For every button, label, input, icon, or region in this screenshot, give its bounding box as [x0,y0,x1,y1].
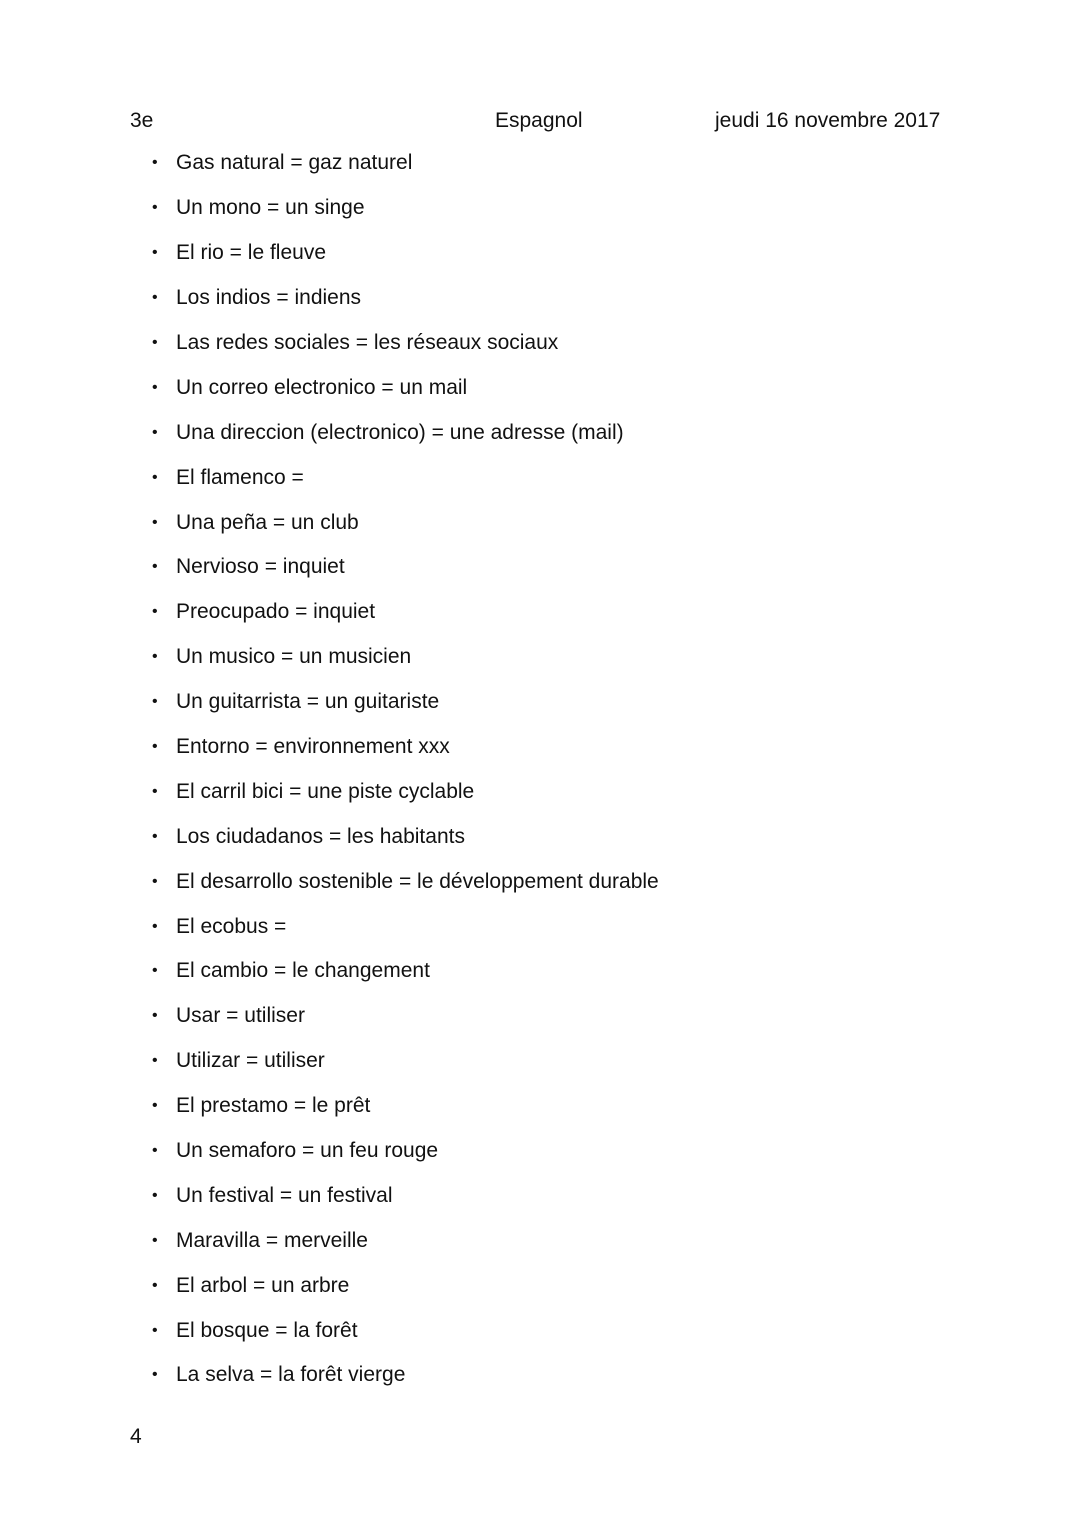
vocab-text: El bosque = la forêt [176,1318,358,1342]
vocab-item [150,1039,659,1084]
vocab-item [150,1084,659,1129]
vocab-item [150,1218,659,1263]
vocab-item [150,949,659,994]
vocab-item [150,1263,659,1308]
bullet-icon: • [152,648,158,666]
vocab-item [150,1353,659,1398]
vocab-item [150,545,659,590]
vocab-item [150,500,659,545]
vocab-text: Un correo electronico = un mail [176,375,468,399]
vocab-item [150,814,659,859]
class-level-label: 3e [130,109,154,132]
bullet-icon: • [152,1321,158,1339]
bullet-icon: • [152,1097,158,1115]
vocab-item [150,365,659,410]
bullet-icon: • [152,199,158,217]
vocab-item [150,590,659,635]
document-date: jeudi 16 novembre 2017 [715,109,941,132]
vocab-text: El ecobus = [176,914,287,938]
vocab-text: Gas natural = gaz naturel [176,151,413,175]
bullet-icon: • [152,782,158,800]
bullet-icon: • [152,1186,158,1204]
vocab-text: Usar = utiliser [176,1004,305,1028]
vocab-item [150,769,659,814]
vocabulary-list [150,141,659,1398]
vocab-item [150,635,659,680]
bullet-icon: • [152,154,158,172]
vocab-item [150,1173,659,1218]
vocab-text: Las redes sociales = les réseaux sociaux [176,331,559,354]
vocab-text: Un guitarrista = un guitariste [176,690,440,714]
page-number: 4 [130,1425,142,1448]
subject-title: Espagnol [495,109,583,132]
bullet-icon: • [152,468,158,486]
vocab-item [150,410,659,455]
vocab-text: El rio = le fleuve [176,241,326,265]
vocab-text: El cambio = le changement [176,959,430,983]
bullet-icon: • [152,1007,158,1025]
vocab-text: Los ciudadanos = les habitants [176,824,465,848]
vocab-text: La selva = la forêt vierge [176,1363,406,1387]
bullet-icon: • [152,872,158,890]
bullet-icon: • [152,244,158,262]
vocab-text: El arbol = un arbre [176,1273,350,1297]
vocab-text: Maravilla = merveille [176,1228,368,1252]
vocab-item [150,994,659,1039]
bullet-icon: • [152,1142,158,1160]
vocab-text: Una peña = un club [176,510,359,534]
vocab-text: Un festival = un festival [176,1183,393,1207]
vocab-text: Los indios = indiens [176,286,362,310]
vocab-item [150,904,659,949]
vocab-text: Preocupado = inquiet [176,600,376,624]
bullet-icon: • [152,558,158,576]
bullet-icon: • [152,423,158,441]
bullet-icon: • [152,1366,158,1384]
bullet-icon: • [152,1052,158,1070]
vocab-text: Utilizar = utiliser [176,1049,325,1073]
bullet-icon: • [152,917,158,935]
vocab-item [150,276,659,321]
vocab-text: Un semaforo = un feu rouge [176,1139,439,1163]
bullet-icon: • [152,1276,158,1294]
vocab-item [150,725,659,770]
vocab-text: Un mono = un singe [176,196,365,220]
bullet-icon: • [152,962,158,980]
vocab-item [150,141,659,186]
vocab-item [150,680,659,725]
bullet-icon: • [152,827,158,845]
vocab-text: El prestamo = le prêt [176,1094,371,1118]
vocab-item [150,231,659,276]
bullet-icon: • [152,289,158,307]
vocab-text: Entorno = environnement xxx [176,735,450,759]
vocab-text: Nervioso = inquiet [176,555,345,579]
vocab-item [150,1129,659,1174]
bullet-icon: • [152,693,158,711]
vocab-item [150,1308,659,1353]
vocab-text: El desarrollo sostenible = le développement durable [176,869,659,893]
vocab-text: El carril bici = une piste cyclable [176,779,475,803]
bullet-icon: • [152,334,158,351]
vocab-item [150,321,659,366]
bullet-icon: • [152,1231,158,1249]
vocab-text: El flamenco = [176,465,304,489]
bullet-icon: • [152,738,158,756]
bullet-icon: • [152,378,158,396]
vocab-item [150,455,659,500]
vocab-item [150,186,659,231]
vocab-text: Una direccion (electronico) = une adresse (mail) [176,420,624,444]
vocab-item [150,859,659,904]
bullet-icon: • [152,513,158,531]
bullet-icon: • [152,603,158,621]
vocab-text: Un musico = un musicien [176,645,412,669]
